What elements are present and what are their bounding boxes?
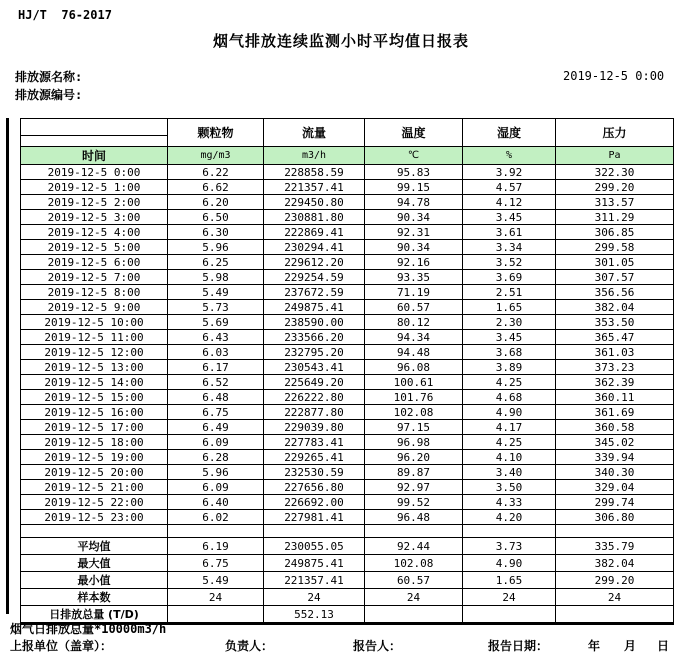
summary-row xyxy=(21,538,674,555)
hourly-rows xyxy=(21,165,674,525)
summary-label-cell: 日排放总量 (T/D) xyxy=(21,606,168,624)
value-cell: 356.56 xyxy=(556,285,674,300)
summary-value-cell: 24 xyxy=(365,589,463,606)
value-cell: 6.49 xyxy=(168,420,264,435)
value-cell: 99.52 xyxy=(365,495,463,510)
time-cell: 2019-12-5 2:00 xyxy=(21,195,168,210)
column-header-humidity: 湿度 xyxy=(463,119,556,147)
time-cell: 2019-12-5 23:00 xyxy=(21,510,168,525)
summary-label-cell: 最小值 xyxy=(21,572,168,589)
value-cell: 3.61 xyxy=(463,225,556,240)
value-cell: 3.69 xyxy=(463,270,556,285)
header-row-top xyxy=(21,119,674,136)
time-cell: 2019-12-5 13:00 xyxy=(21,360,168,375)
value-cell: 6.20 xyxy=(168,195,264,210)
value-cell: 3.50 xyxy=(463,480,556,495)
table-row xyxy=(21,510,674,525)
month-label: 月 xyxy=(624,639,637,653)
value-cell: 322.30 xyxy=(556,165,674,180)
value-cell: 4.17 xyxy=(463,420,556,435)
value-cell: 306.85 xyxy=(556,225,674,240)
spacer-cell xyxy=(556,525,674,538)
table-row xyxy=(21,180,674,195)
value-cell: 4.10 xyxy=(463,450,556,465)
value-cell: 60.57 xyxy=(365,300,463,315)
value-cell: 353.50 xyxy=(556,315,674,330)
value-cell: 94.78 xyxy=(365,195,463,210)
value-cell: 345.02 xyxy=(556,435,674,450)
value-cell: 100.61 xyxy=(365,375,463,390)
value-cell: 2.30 xyxy=(463,315,556,330)
unit-row xyxy=(21,147,674,165)
spacer-cell xyxy=(264,525,365,538)
spacer-cell xyxy=(21,525,168,538)
summary-label-cell: 样本数 xyxy=(21,589,168,606)
value-cell: 227656.80 xyxy=(264,480,365,495)
value-cell: 3.52 xyxy=(463,255,556,270)
summary-value-cell: 1.65 xyxy=(463,572,556,589)
value-cell: 221357.41 xyxy=(264,180,365,195)
value-cell: 6.50 xyxy=(168,210,264,225)
responsible-person-label: 负责人： xyxy=(225,639,274,653)
summary-value-cell: 24 xyxy=(556,589,674,606)
day-label: 日 xyxy=(657,639,670,653)
value-cell: 90.34 xyxy=(365,240,463,255)
table-row xyxy=(21,165,674,180)
value-cell: 5.73 xyxy=(168,300,264,315)
summary-row xyxy=(21,555,674,572)
spacer-cell xyxy=(168,525,264,538)
spacer-cell xyxy=(463,525,556,538)
time-cell: 2019-12-5 20:00 xyxy=(21,465,168,480)
value-cell: 6.43 xyxy=(168,330,264,345)
value-cell: 238590.00 xyxy=(264,315,365,330)
time-cell: 2019-12-5 22:00 xyxy=(21,495,168,510)
report-datetime: 2019-12-5 0:00 xyxy=(563,69,665,83)
value-cell: 229612.20 xyxy=(264,255,365,270)
value-cell: 237672.59 xyxy=(264,285,365,300)
value-cell: 4.12 xyxy=(463,195,556,210)
time-cell: 2019-12-5 10:00 xyxy=(21,315,168,330)
summary-value-cell: 230055.05 xyxy=(264,538,365,555)
summary-value-cell: 24 xyxy=(463,589,556,606)
summary-value-cell: 3.73 xyxy=(463,538,556,555)
table-row xyxy=(21,405,674,420)
summary-value-cell: 249875.41 xyxy=(264,555,365,572)
summary-value-cell: 552.13 xyxy=(264,606,365,624)
value-cell: 5.96 xyxy=(168,465,264,480)
value-cell: 4.57 xyxy=(463,180,556,195)
value-cell: 361.03 xyxy=(556,345,674,360)
value-cell: 93.35 xyxy=(365,270,463,285)
time-cell: 2019-12-5 18:00 xyxy=(21,435,168,450)
summary-label-cell: 最大值 xyxy=(21,555,168,572)
value-cell: 6.09 xyxy=(168,480,264,495)
unit-pressure: Pa xyxy=(556,147,674,165)
value-cell: 6.02 xyxy=(168,510,264,525)
value-cell: 329.04 xyxy=(556,480,674,495)
value-cell: 340.30 xyxy=(556,465,674,480)
unit-flow: m3/h xyxy=(264,147,365,165)
time-cell: 2019-12-5 0:00 xyxy=(21,165,168,180)
value-cell: 5.96 xyxy=(168,240,264,255)
table-row xyxy=(21,285,674,300)
value-cell: 6.17 xyxy=(168,360,264,375)
value-cell: 222869.41 xyxy=(264,225,365,240)
value-cell: 6.75 xyxy=(168,405,264,420)
value-cell: 307.57 xyxy=(556,270,674,285)
time-cell: 2019-12-5 12:00 xyxy=(21,345,168,360)
value-cell: 361.69 xyxy=(556,405,674,420)
value-cell: 92.16 xyxy=(365,255,463,270)
value-cell: 313.57 xyxy=(556,195,674,210)
value-cell: 226692.00 xyxy=(264,495,365,510)
time-cell: 2019-12-5 3:00 xyxy=(21,210,168,225)
summary-row xyxy=(21,589,674,606)
value-cell: 1.65 xyxy=(463,300,556,315)
value-cell: 362.39 xyxy=(556,375,674,390)
time-cell: 2019-12-5 8:00 xyxy=(21,285,168,300)
table-row xyxy=(21,390,674,405)
spacer-row xyxy=(21,525,674,538)
table-row xyxy=(21,270,674,285)
value-cell: 92.97 xyxy=(365,480,463,495)
value-cell: 6.22 xyxy=(168,165,264,180)
value-cell: 94.48 xyxy=(365,345,463,360)
value-cell: 226222.80 xyxy=(264,390,365,405)
value-cell: 299.74 xyxy=(556,495,674,510)
summary-value-cell: 335.79 xyxy=(556,538,674,555)
summary-value-cell: 102.08 xyxy=(365,555,463,572)
value-cell: 3.68 xyxy=(463,345,556,360)
value-cell: 101.76 xyxy=(365,390,463,405)
time-cell: 2019-12-5 5:00 xyxy=(21,240,168,255)
source-name-label: 排放源名称: xyxy=(15,70,83,84)
value-cell: 89.87 xyxy=(365,465,463,480)
value-cell: 5.49 xyxy=(168,285,264,300)
table-row xyxy=(21,225,674,240)
value-cell: 4.90 xyxy=(463,405,556,420)
report-table xyxy=(20,118,674,625)
summary-value-cell: 4.90 xyxy=(463,555,556,572)
value-cell: 96.48 xyxy=(365,510,463,525)
time-column-header: 时间 xyxy=(21,147,168,165)
summary-value-cell: 6.19 xyxy=(168,538,264,555)
table-row xyxy=(21,435,674,450)
header-blank-cell-bottom xyxy=(21,136,168,147)
summary-value-cell: 92.44 xyxy=(365,538,463,555)
value-cell: 228858.59 xyxy=(264,165,365,180)
time-cell: 2019-12-5 6:00 xyxy=(21,255,168,270)
value-cell: 230543.41 xyxy=(264,360,365,375)
table-row xyxy=(21,210,674,225)
value-cell: 102.08 xyxy=(365,405,463,420)
value-cell: 3.92 xyxy=(463,165,556,180)
value-cell: 6.03 xyxy=(168,345,264,360)
year-label: 年 xyxy=(588,639,601,653)
value-cell: 365.47 xyxy=(556,330,674,345)
summary-value-cell: 5.49 xyxy=(168,572,264,589)
standard-number: HJ/T 76-2017 xyxy=(18,8,112,22)
table-row xyxy=(21,495,674,510)
value-cell: 6.25 xyxy=(168,255,264,270)
value-cell: 249875.41 xyxy=(264,300,365,315)
value-cell: 6.28 xyxy=(168,450,264,465)
summary-value-cell xyxy=(168,606,264,624)
value-cell: 6.30 xyxy=(168,225,264,240)
table-row xyxy=(21,315,674,330)
table-row xyxy=(21,300,674,315)
report-date-label: 报告日期： xyxy=(488,639,549,653)
value-cell: 6.62 xyxy=(168,180,264,195)
column-header-flow: 流量 xyxy=(264,119,365,147)
value-cell: 4.33 xyxy=(463,495,556,510)
value-cell: 5.98 xyxy=(168,270,264,285)
value-cell: 6.40 xyxy=(168,495,264,510)
page-title: 烟气排放连续监测小时平均值日报表 xyxy=(212,32,469,50)
value-cell: 6.48 xyxy=(168,390,264,405)
table-row xyxy=(21,330,674,345)
time-cell: 2019-12-5 9:00 xyxy=(21,300,168,315)
value-cell: 94.34 xyxy=(365,330,463,345)
value-cell: 96.20 xyxy=(365,450,463,465)
value-cell: 97.15 xyxy=(365,420,463,435)
table-row xyxy=(21,345,674,360)
value-cell: 96.98 xyxy=(365,435,463,450)
value-cell: 71.19 xyxy=(365,285,463,300)
value-cell: 299.20 xyxy=(556,180,674,195)
summary-row xyxy=(21,572,674,589)
value-cell: 4.20 xyxy=(463,510,556,525)
summary-value-cell xyxy=(365,606,463,624)
value-cell: 222877.80 xyxy=(264,405,365,420)
value-cell: 230294.41 xyxy=(264,240,365,255)
value-cell: 95.83 xyxy=(365,165,463,180)
source-id-label: 排放源编号: xyxy=(15,88,83,102)
value-cell: 339.94 xyxy=(556,450,674,465)
value-cell: 99.15 xyxy=(365,180,463,195)
header-blank-cell-top xyxy=(21,119,168,136)
header-rows xyxy=(21,119,674,165)
value-cell: 227981.41 xyxy=(264,510,365,525)
value-cell: 229254.59 xyxy=(264,270,365,285)
summary-value-cell: 60.57 xyxy=(365,572,463,589)
time-cell: 2019-12-5 1:00 xyxy=(21,180,168,195)
table-row xyxy=(21,195,674,210)
summary-value-cell: 24 xyxy=(264,589,365,606)
unit-humidity: % xyxy=(463,147,556,165)
time-cell: 2019-12-5 16:00 xyxy=(21,405,168,420)
table-row xyxy=(21,375,674,390)
value-cell: 232795.20 xyxy=(264,345,365,360)
left-margin-bar xyxy=(6,118,9,614)
value-cell: 90.34 xyxy=(365,210,463,225)
time-cell: 2019-12-5 4:00 xyxy=(21,225,168,240)
value-cell: 2.51 xyxy=(463,285,556,300)
time-cell: 2019-12-5 7:00 xyxy=(21,270,168,285)
time-cell: 2019-12-5 15:00 xyxy=(21,390,168,405)
summary-value-cell: 24 xyxy=(168,589,264,606)
value-cell: 3.40 xyxy=(463,465,556,480)
value-cell: 3.89 xyxy=(463,360,556,375)
time-cell: 2019-12-5 17:00 xyxy=(21,420,168,435)
value-cell: 232530.59 xyxy=(264,465,365,480)
value-cell: 233566.20 xyxy=(264,330,365,345)
time-cell: 2019-12-5 14:00 xyxy=(21,375,168,390)
reporter-label: 报告人： xyxy=(353,639,402,653)
value-cell: 229450.80 xyxy=(264,195,365,210)
value-cell: 360.58 xyxy=(556,420,674,435)
value-cell: 4.68 xyxy=(463,390,556,405)
value-cell: 96.08 xyxy=(365,360,463,375)
summary-label-cell: 平均值 xyxy=(21,538,168,555)
value-cell: 4.25 xyxy=(463,435,556,450)
value-cell: 3.45 xyxy=(463,330,556,345)
table-row xyxy=(21,420,674,435)
value-cell: 3.45 xyxy=(463,210,556,225)
value-cell: 229039.80 xyxy=(264,420,365,435)
time-cell: 2019-12-5 21:00 xyxy=(21,480,168,495)
value-cell: 301.05 xyxy=(556,255,674,270)
column-header-pressure: 压力 xyxy=(556,119,674,147)
value-cell: 3.34 xyxy=(463,240,556,255)
value-cell: 229265.41 xyxy=(264,450,365,465)
unit-pm: mg/m3 xyxy=(168,147,264,165)
value-cell: 382.04 xyxy=(556,300,674,315)
unit-temperature: ℃ xyxy=(365,147,463,165)
time-cell: 2019-12-5 11:00 xyxy=(21,330,168,345)
time-cell: 2019-12-5 19:00 xyxy=(21,450,168,465)
summary-value-cell: 6.75 xyxy=(168,555,264,572)
column-header-pm: 颗粒物 xyxy=(168,119,264,147)
summary-value-cell: 299.20 xyxy=(556,572,674,589)
summary-rows xyxy=(21,525,674,624)
value-cell: 6.52 xyxy=(168,375,264,390)
column-header-temperature: 温度 xyxy=(365,119,463,147)
value-cell: 5.69 xyxy=(168,315,264,330)
table-row xyxy=(21,465,674,480)
value-cell: 92.31 xyxy=(365,225,463,240)
value-cell: 225649.20 xyxy=(264,375,365,390)
table-row xyxy=(21,255,674,270)
value-cell: 360.11 xyxy=(556,390,674,405)
value-cell: 230881.80 xyxy=(264,210,365,225)
value-cell: 306.80 xyxy=(556,510,674,525)
summary-value-cell: 382.04 xyxy=(556,555,674,572)
report-unit-label: 上报单位（盖章）： xyxy=(10,639,113,653)
table-row xyxy=(21,240,674,255)
spacer-cell xyxy=(365,525,463,538)
daily-total-note: 烟气日排放总量*10000m3/h xyxy=(10,622,167,636)
value-cell: 6.09 xyxy=(168,435,264,450)
summary-value-cell xyxy=(556,606,674,624)
table-row xyxy=(21,360,674,375)
summary-value-cell xyxy=(463,606,556,624)
value-cell: 311.29 xyxy=(556,210,674,225)
value-cell: 4.25 xyxy=(463,375,556,390)
table-row xyxy=(21,480,674,495)
summary-value-cell: 221357.41 xyxy=(264,572,365,589)
value-cell: 80.12 xyxy=(365,315,463,330)
value-cell: 373.23 xyxy=(556,360,674,375)
value-cell: 299.58 xyxy=(556,240,674,255)
value-cell: 227783.41 xyxy=(264,435,365,450)
table-row xyxy=(21,450,674,465)
